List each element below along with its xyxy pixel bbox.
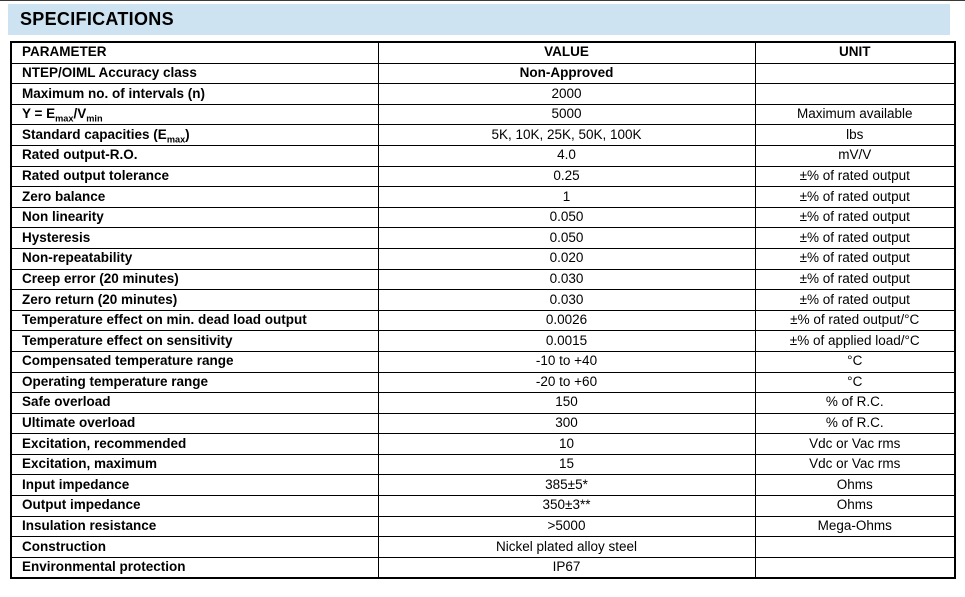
table-row [11,290,955,311]
unit-cell [755,63,955,84]
value-cell: IP67 [378,557,755,578]
unit-cell: ±% of rated output [755,207,955,228]
value-cell: >5000 [378,516,755,537]
unit-cell: ±% of rated output [755,187,955,208]
table-row [11,516,955,537]
parameter-cell: Non linearity [11,207,378,228]
parameter-cell: NTEP/OIML Accuracy class [11,63,378,84]
parameter-cell: Safe overload [11,393,378,414]
value-cell: 4.0 [378,145,755,166]
parameter-cell: Environmental protection [11,557,378,578]
parameter-cell: Temperature effect on sensitivity [11,331,378,352]
table-row [11,187,955,208]
unit-cell: Maximum available [755,104,955,125]
value-cell: 15 [378,454,755,475]
parameter-cell: Zero balance [11,187,378,208]
table-row [11,228,955,249]
column-header-parameter: PARAMETER [11,42,378,63]
table-row [11,372,955,393]
value-cell: 0.25 [378,166,755,187]
value-cell: Non-Approved [378,63,755,84]
value-cell: -10 to +40 [378,351,755,372]
value-cell: 5K, 10K, 25K, 50K, 100K [378,125,755,146]
table-row [11,557,955,578]
parameter-cell: Compensated temperature range [11,351,378,372]
parameter-cell: Excitation, recommended [11,434,378,455]
table-row [11,413,955,434]
unit-cell [755,537,955,558]
unit-cell [755,84,955,105]
unit-cell: % of R.C. [755,413,955,434]
table-row [11,351,955,372]
table-row [11,537,955,558]
unit-cell: ±% of applied load/°C [755,331,955,352]
unit-cell: ±% of rated output [755,248,955,269]
unit-cell: Ohms [755,475,955,496]
value-cell: 2000 [378,84,755,105]
table-row [11,331,955,352]
unit-cell: Ohms [755,496,955,517]
parameter-cell: $Y = E_{max}/V_{min}$ [11,104,378,125]
column-header-value: VALUE [378,42,755,63]
unit-cell: ±% of rated output/°C [755,310,955,331]
parameter-cell: Rated output-R.O. [11,145,378,166]
value-cell: 0.030 [378,290,755,311]
section-title: SPECIFICATIONS [20,9,174,29]
unit-cell: Mega-Ohms [755,516,955,537]
table-row [11,434,955,455]
value-cell: -20 to +60 [378,372,755,393]
parameter-cell: Insulation resistance [11,516,378,537]
value-cell: 1 [378,187,755,208]
parameter-cell: Ultimate overload [11,413,378,434]
value-cell: 0.020 [378,248,755,269]
unit-cell: Vdc or Vac rms [755,434,955,455]
value-cell: 0.0026 [378,310,755,331]
table-header-row [11,42,955,63]
value-cell: 0.030 [378,269,755,290]
parameter-cell: Output impedance [11,496,378,517]
value-cell: 385±5* [378,475,755,496]
parameter-cell: Maximum no. of intervals (n) [11,84,378,105]
table-row [11,475,955,496]
unit-cell: % of R.C. [755,393,955,414]
value-cell: 10 [378,434,755,455]
table-row [11,269,955,290]
table-row [11,63,955,84]
specifications-table [10,41,956,579]
table-row [11,145,955,166]
unit-cell: Vdc or Vac rms [755,454,955,475]
value-cell: 0.0015 [378,331,755,352]
value-cell: 350±3** [378,496,755,517]
parameter-cell: Temperature effect on min. dead load output [11,310,378,331]
parameter-cell: Rated output tolerance [11,166,378,187]
value-cell: 150 [378,393,755,414]
parameter-cell: Non-repeatability [11,248,378,269]
table-body [11,63,955,578]
unit-cell: ±% of rated output [755,166,955,187]
unit-cell: °C [755,372,955,393]
table-row [11,248,955,269]
parameter-cell: Creep error (20 minutes) [11,269,378,290]
unit-cell: ±% of rated output [755,228,955,249]
parameter-cell: Zero return (20 minutes) [11,290,378,311]
table-row [11,166,955,187]
parameter-cell: Construction [11,537,378,558]
section-header [8,4,950,35]
table-row [11,104,955,125]
unit-cell: °C [755,351,955,372]
parameter-cell: Operating temperature range [11,372,378,393]
value-cell: 0.050 [378,207,755,228]
value-cell: Nickel plated alloy steel [378,537,755,558]
unit-cell [755,557,955,578]
table-row [11,84,955,105]
unit-cell: ±% of rated output [755,269,955,290]
parameter-cell: Excitation, maximum [11,454,378,475]
parameter-cell: Input impedance [11,475,378,496]
table-row [11,310,955,331]
table-row [11,454,955,475]
unit-cell: lbs [755,125,955,146]
unit-cell: mV/V [755,145,955,166]
table-row [11,496,955,517]
unit-cell: ±% of rated output [755,290,955,311]
parameter-cell: Hysteresis [11,228,378,249]
table-row [11,207,955,228]
value-cell: 300 [378,413,755,434]
value-cell: 0.050 [378,228,755,249]
value-cell: 5000 [378,104,755,125]
column-header-unit: UNIT [755,42,955,63]
parameter-cell: Standard capacities $(E_{max})$ [11,125,378,146]
table-row [11,393,955,414]
table-row [11,125,955,146]
